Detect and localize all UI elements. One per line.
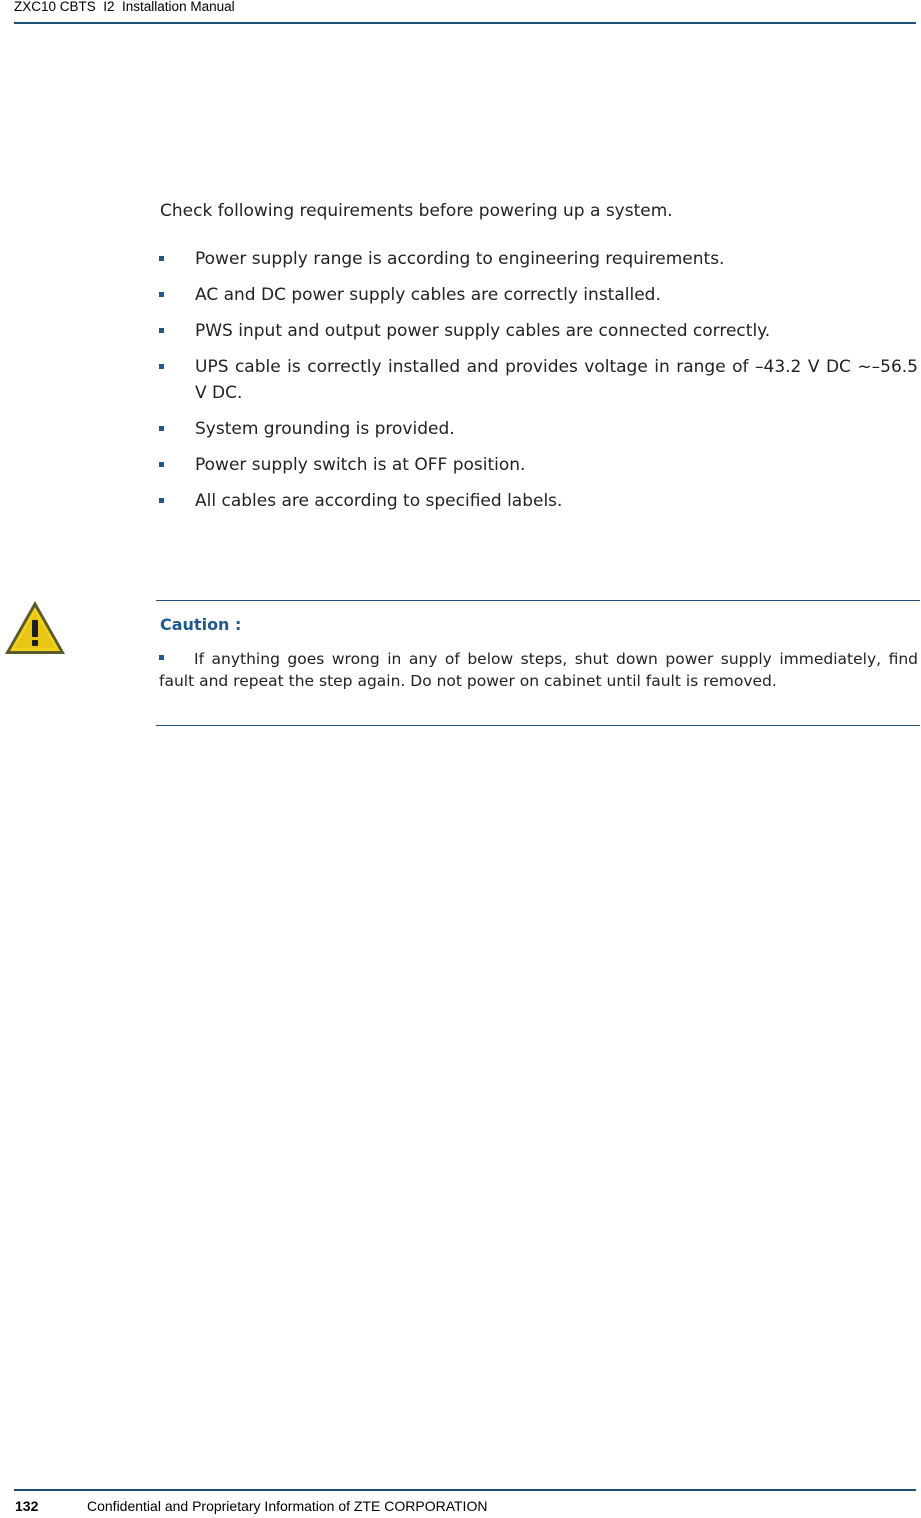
warning-triangle-icon <box>2 598 68 658</box>
list-item <box>158 416 918 442</box>
caution-text: If anything goes wrong in any of below steps, shut down power supply immediately, find fault and repeat the step again. Do not power on cabinet until fault is removed. <box>159 650 918 690</box>
footer-text: Confidential and Proprietary Information of ZTE CORPORATION <box>87 1498 488 1514</box>
square-bullet-icon <box>159 364 164 369</box>
list-item-text: PWS input and output power supply cables are connected correctly. <box>195 321 771 341</box>
list-item <box>158 354 918 406</box>
square-bullet-icon <box>159 292 164 297</box>
square-bullet-icon <box>159 655 164 660</box>
page-header <box>14 0 916 24</box>
list-item <box>158 488 918 514</box>
list-item <box>158 452 918 478</box>
page-number: 132 <box>15 1498 39 1514</box>
list-item-text: AC and DC power supply cables are correctly installed. <box>195 285 661 305</box>
header-title: ZXC10 CBTS I2 Installation Manual <box>14 0 235 14</box>
square-bullet-icon <box>159 328 164 333</box>
square-bullet-icon <box>159 498 164 503</box>
square-bullet-icon <box>159 256 164 261</box>
requirements-list <box>158 246 918 524</box>
list-item <box>158 318 918 344</box>
square-bullet-icon <box>159 462 164 467</box>
page-footer <box>14 1489 916 1518</box>
list-item-text: Power supply range is according to engineering requirements. <box>195 249 725 269</box>
list-item-text: Power supply switch is at OFF position. <box>195 455 526 475</box>
list-item-text: UPS cable is correctly installed and provides voltage in range of –43.2 V DC ~–56.5 V DC. <box>195 357 918 403</box>
list-item-text: All cables are according to specified labels. <box>195 491 563 511</box>
list-item <box>158 246 918 272</box>
caution-title: Caution : <box>160 615 242 634</box>
list-item-text: System grounding is provided. <box>195 419 455 439</box>
caution-box <box>156 600 920 726</box>
intro-text: Check following requirements before powering up a system. <box>160 201 673 221</box>
square-bullet-icon <box>159 426 164 431</box>
list-item <box>158 282 918 308</box>
caution-text-block <box>159 648 918 692</box>
